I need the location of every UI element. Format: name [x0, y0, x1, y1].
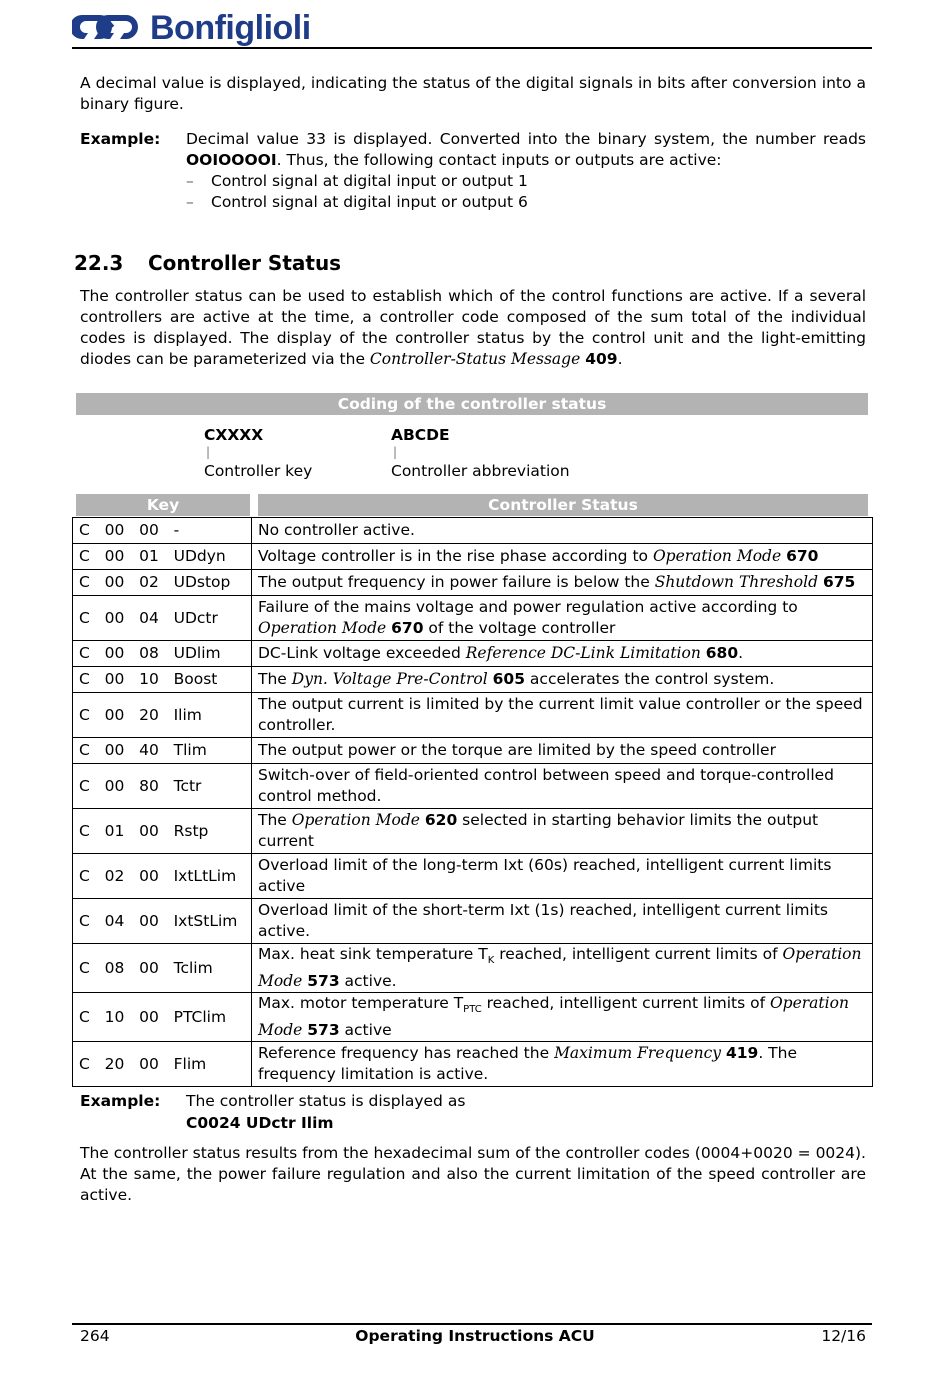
controller-status-cell — [252, 544, 873, 570]
dash-icon: – — [186, 193, 194, 211]
table-row — [73, 641, 873, 667]
table-row — [73, 596, 873, 641]
parameter-name: Operation Mode — [258, 945, 862, 991]
list-item: – Control signal at digital input or output 1 — [186, 172, 528, 190]
list-item: – Control signal at digital input or output 6 — [186, 193, 528, 211]
example-code: C0024 UDctr Ilim — [186, 1114, 334, 1132]
tick-mark: | — [393, 445, 398, 459]
example-body — [186, 1090, 465, 1134]
text-segment: The — [258, 811, 292, 829]
table-row — [73, 809, 873, 854]
controller-status-cell — [252, 641, 873, 667]
tick-mark: | — [206, 445, 211, 459]
parameter-name: Operation Mode — [258, 619, 387, 637]
page-number: 264 — [80, 1327, 110, 1345]
text-segment: The output frequency in power failure is below the — [258, 573, 655, 591]
footer-rule — [72, 1323, 872, 1325]
controller-key-cell: C 02 00 IxtLtLim — [73, 854, 252, 899]
text-segment: accelerates the control system. — [525, 670, 775, 688]
parameter-name: Reference DC-Link Limitation — [465, 644, 701, 662]
section-number: 22.3 — [74, 251, 124, 275]
controller-status-cell — [252, 899, 873, 944]
controller-status-cell — [252, 764, 873, 809]
table-row — [73, 544, 873, 570]
controller-status-cell — [252, 667, 873, 693]
example-label: Example: — [80, 1092, 161, 1110]
controller-status-table — [72, 517, 873, 1087]
text-segment: Voltage controller is in the rise phase according to — [258, 547, 653, 565]
example-text: Decimal value 33 is displayed. Converted into the binary system, the number reads OOIOOOOI. Thus, the following contact inputs or outputs are active: — [186, 130, 866, 169]
controller-status-cell — [252, 518, 873, 544]
document-title: Operating Instructions ACU — [355, 1327, 595, 1345]
parameter-name: Dyn. Voltage Pre-Control — [291, 670, 488, 688]
controller-key-cell: C 00 20 Ilim — [73, 693, 252, 738]
table-row — [73, 1042, 873, 1087]
text-segment: Failure of the mains voltage and power regulation active according to — [258, 598, 798, 616]
text-segment: DC-Link voltage exceeded — [258, 644, 466, 662]
controller-status-cell — [252, 570, 873, 596]
controller-key-cell: C 00 04 UDctr — [73, 596, 252, 641]
controller-abbreviation-label: Controller abbreviation — [391, 462, 570, 480]
controller-key-cell: C 00 80 Tctr — [73, 764, 252, 809]
parameter-number: 419 — [725, 1044, 759, 1063]
controller-status-cell — [252, 854, 873, 899]
controller-key-cell: C 00 08 UDlim — [73, 641, 252, 667]
controller-key-cell: C 00 01 UDdyn — [73, 544, 252, 570]
parameter-number: 670 — [786, 547, 819, 565]
controller-status-cell — [252, 693, 873, 738]
table-row — [73, 667, 873, 693]
controller-status-cell — [252, 596, 873, 641]
controller-key-label: Controller key — [204, 462, 313, 480]
document-date: 12/16 — [821, 1327, 866, 1345]
text-segment: No controller active. — [258, 521, 415, 539]
parameter-name: Shutdown Threshold — [654, 573, 818, 591]
code-key: CXXXX — [204, 426, 264, 444]
text-segment: Overload limit of the short-term Ixt (1s) reached, intelligent current limits active. — [258, 901, 828, 940]
parameter-number: 409 — [585, 350, 618, 368]
table-row — [73, 854, 873, 899]
text-segment: Overload limit of the long-term Ixt (60s) reached, intelligent current limits active — [258, 856, 832, 895]
controller-key-format — [204, 425, 312, 481]
controller-status-cell — [252, 738, 873, 764]
column-header-status: Controller Status — [258, 494, 868, 516]
header-rule — [72, 47, 872, 49]
table-row — [73, 518, 873, 544]
text-segment: active. — [339, 972, 397, 991]
controller-status-cell — [252, 993, 873, 1042]
controller-key-cell: C 20 00 Flim — [73, 1042, 252, 1087]
text-segment: The — [258, 670, 292, 688]
parameter-number: 670 — [391, 619, 424, 637]
controller-status-cell — [252, 944, 873, 993]
bonfiglioli-logo-icon — [72, 9, 144, 47]
section-paragraph: The controller status can be used to establish which of the control functions are active. If a several controllers are active at the time, a controller code composed of the sum total of the individual codes is displayed. The display of the controller status by the control unit and the light-emitting diodes can be parameterized via the Controller-Status Message 409. — [80, 287, 866, 368]
parameter-number: 573 — [307, 972, 340, 991]
controller-key-cell: C 01 00 Rstp — [73, 809, 252, 854]
binary-value: OOIOOOOI — [186, 151, 277, 169]
text-segment: Max. heat sink temperature T — [258, 945, 488, 963]
parameter-name: Operation Mode — [652, 547, 782, 565]
parameter-name: Operation Mode — [258, 994, 849, 1040]
controller-key-cell: C 00 10 Boost — [73, 667, 252, 693]
text-segment: . The frequency limitation is active. — [258, 1044, 797, 1084]
text-segment: of the voltage controller — [423, 619, 616, 637]
table-row — [73, 899, 873, 944]
brand-name: Bonfiglioli — [150, 8, 311, 47]
table-row — [73, 738, 873, 764]
text-segment: K — [487, 955, 495, 967]
controller-status-cell — [252, 1042, 873, 1087]
section-title: Controller Status — [148, 251, 342, 275]
text-segment: PTC — [463, 1004, 482, 1016]
dash-icon: – — [186, 172, 194, 190]
text-segment: Switch-over of field-oriented control between speed and torque-controlled control method. — [258, 766, 835, 805]
controller-key-cell: C 08 00 Tclim — [73, 944, 252, 993]
parameter-number: 680 — [705, 644, 739, 662]
text-segment: reached, intelligent current limits of — [494, 945, 783, 963]
section-heading — [74, 251, 341, 275]
coding-header-bar: Coding of the controller status — [76, 393, 868, 415]
parameter-name: Maximum Frequency — [554, 1044, 722, 1063]
conclusion-paragraph: The controller status results from the hexadecimal sum of the controller codes (0004+0020 = 0024). At the same, the power failure regulation and also the current limitation of the speed controller are active. — [80, 1144, 866, 1204]
text-segment: active — [339, 1021, 392, 1040]
example-label: Example: — [80, 130, 161, 148]
controller-key-cell: C 04 00 IxtStLim — [73, 899, 252, 944]
controller-abbreviation-format — [391, 425, 570, 481]
controller-key-cell: C 00 02 UDstop — [73, 570, 252, 596]
text-segment: reached, intelligent current limits of — [481, 994, 770, 1013]
table-row — [73, 570, 873, 596]
controller-key-cell: C 10 00 PTClim — [73, 993, 252, 1042]
controller-key-cell: C 00 00 - — [73, 518, 252, 544]
text-segment: selected in starting behavior limits the output current — [258, 811, 819, 850]
table-row — [73, 764, 873, 809]
parameter-name: Controller-Status Message — [369, 350, 581, 368]
text-segment: Reference frequency has reached the — [258, 1044, 555, 1063]
text-segment: Max. motor temperature T — [258, 994, 464, 1013]
controller-status-cell — [252, 809, 873, 854]
controller-key-cell: C 00 40 Tlim — [73, 738, 252, 764]
column-header-key: Key — [76, 494, 250, 516]
table-row — [73, 944, 873, 993]
code-abbreviation: ABCDE — [391, 426, 450, 444]
text-segment: The output power or the torque are limited by the speed controller — [258, 741, 776, 759]
parameter-name: Operation Mode — [291, 811, 420, 829]
brand-logo — [72, 8, 311, 48]
example-body — [186, 129, 866, 213]
table-row — [73, 993, 873, 1042]
table-row — [73, 693, 873, 738]
text-segment: The output current is limited by the current limit value controller or the speed controller. — [258, 695, 863, 734]
example-text: The controller status is displayed as — [186, 1092, 466, 1110]
parameter-number: 675 — [822, 573, 856, 591]
parameter-number: 573 — [307, 1021, 340, 1040]
intro-paragraph: A decimal value is displayed, indicating the status of the digital signals in bits after conversion into a binary figure. — [80, 74, 866, 113]
text-segment: . — [738, 644, 744, 662]
parameter-number: 620 — [424, 811, 458, 829]
parameter-number: 605 — [492, 670, 525, 688]
